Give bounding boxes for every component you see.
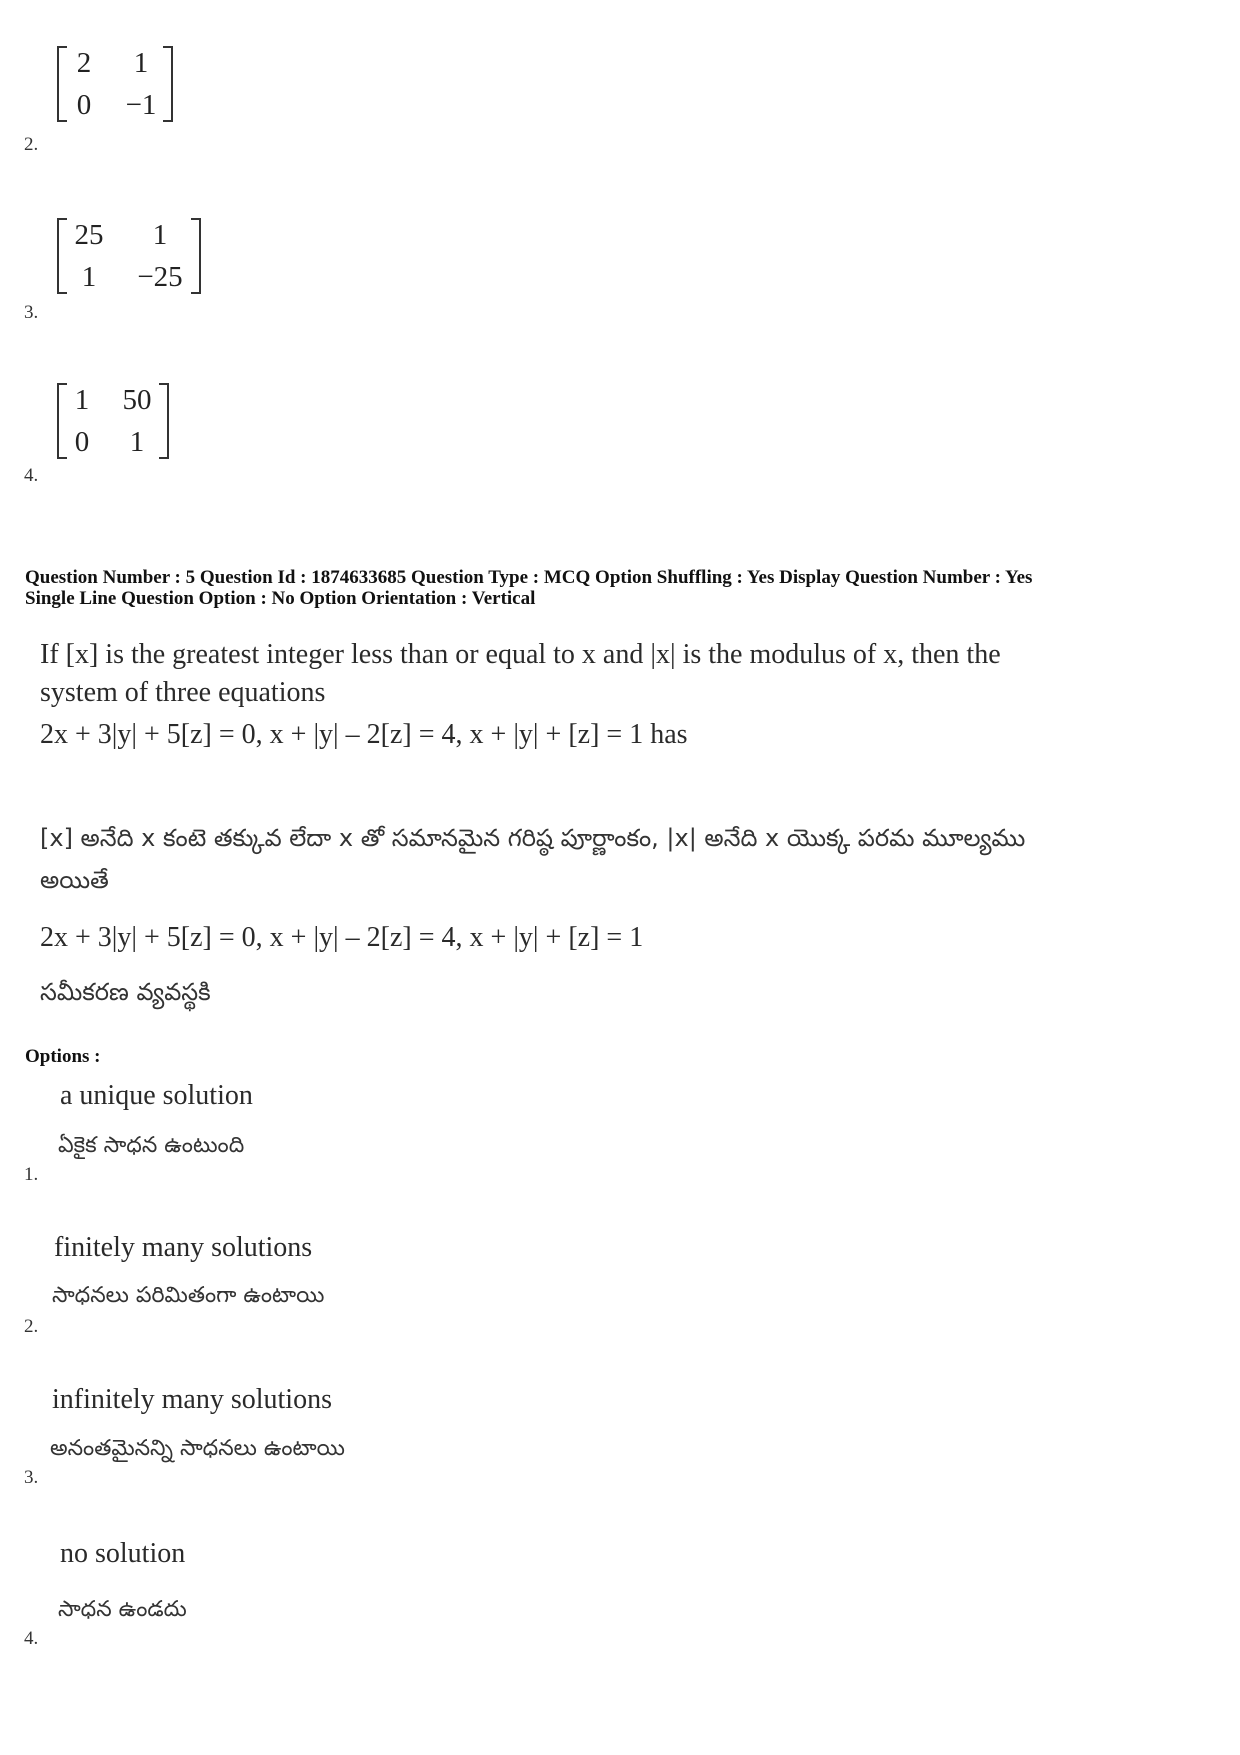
option-1-telugu: ఏకైక సాధన ఉంటుంది [58,1133,245,1158]
option-number: 1. [24,1164,39,1185]
question-en-line-2: system of three equations [40,677,326,708]
option-number: 4. [24,465,39,486]
option-1-english: a unique solution [60,1080,253,1111]
matrix-option-2 [57,46,173,122]
question-en-line-1: If [x] is the greatest integer less than or equal to x and |x| is the modulus of x, then the [40,639,1001,670]
matrix-cell: 1 [152,219,168,251]
option-number: 3. [24,302,39,323]
option-number: 2. [24,1316,39,1337]
question-text-english [40,636,1220,754]
matrix-left-bracket [57,218,67,294]
matrix-cell: 1 [74,384,90,416]
options-label: Options : [25,1046,101,1067]
matrix-right-bracket [163,46,173,122]
matrix-cell: 1 [129,426,145,458]
matrix-left-bracket [57,383,67,459]
question-telugu-equations: 2x + 3|y| + 5[z] = 0, x + |y| – 2[z] = 4, x + |y| + [z] = 1 [40,922,644,953]
option-number: 4. [24,1628,39,1649]
matrix-option-4 [57,383,169,459]
matrix-right-bracket [191,218,201,294]
matrix-cell: 25 [74,219,104,251]
option-2-telugu: సాధనలు పరిమితంగా ఉంటాయి [52,1283,325,1308]
option-2-english: finitely many solutions [54,1232,313,1263]
option-4-english: no solution [60,1538,186,1569]
question-en-equations: 2x + 3|y| + 5[z] = 0, x + |y| – 2[z] = 4, x + |y| + [z] = 1 has [40,719,688,750]
matrix-cell: 50 [122,384,152,416]
option-3-telugu: అనంతమైనన్ని సాధనలు ఉంటాయి [50,1436,345,1461]
matrix-cell: −25 [137,261,183,293]
matrix-option-3 [57,218,201,294]
question-meta [25,567,1225,609]
matrix-cell: 1 [133,47,149,79]
matrix-cell: 2 [76,47,92,79]
matrix-cell: −1 [125,89,157,121]
matrix-cell: 1 [81,261,97,293]
question-telugu-line-1: [x] అనేది x కంటె తక్కువ లేదా x తో సమానమైన గరిష్ఠ పూర్ణాంకం, |x| అనేది x యొక్క పరమ మూల్యము [40,824,1026,852]
option-4-telugu: సాధన ఉండదు [58,1597,187,1622]
matrix-cell: 0 [74,426,90,458]
question-telugu-line-3: సమీకరణ వ్యవస్థకి [40,978,211,1006]
question-meta-line-2: Single Line Question Option : No Option Orientation : Vertical [25,588,536,609]
matrix-right-bracket [159,383,169,459]
option-number: 2. [24,134,39,155]
question-telugu-line-2: అయితే [40,866,109,894]
option-number: 3. [24,1467,39,1488]
question-meta-line-1: Question Number : 5 Question Id : 1874633685 Question Type : MCQ Option Shuffling : Yes Display Question Number : Yes [25,567,1033,588]
option-3-english: infinitely many solutions [52,1384,332,1415]
matrix-cell: 0 [76,89,92,121]
matrix-left-bracket [57,46,67,122]
